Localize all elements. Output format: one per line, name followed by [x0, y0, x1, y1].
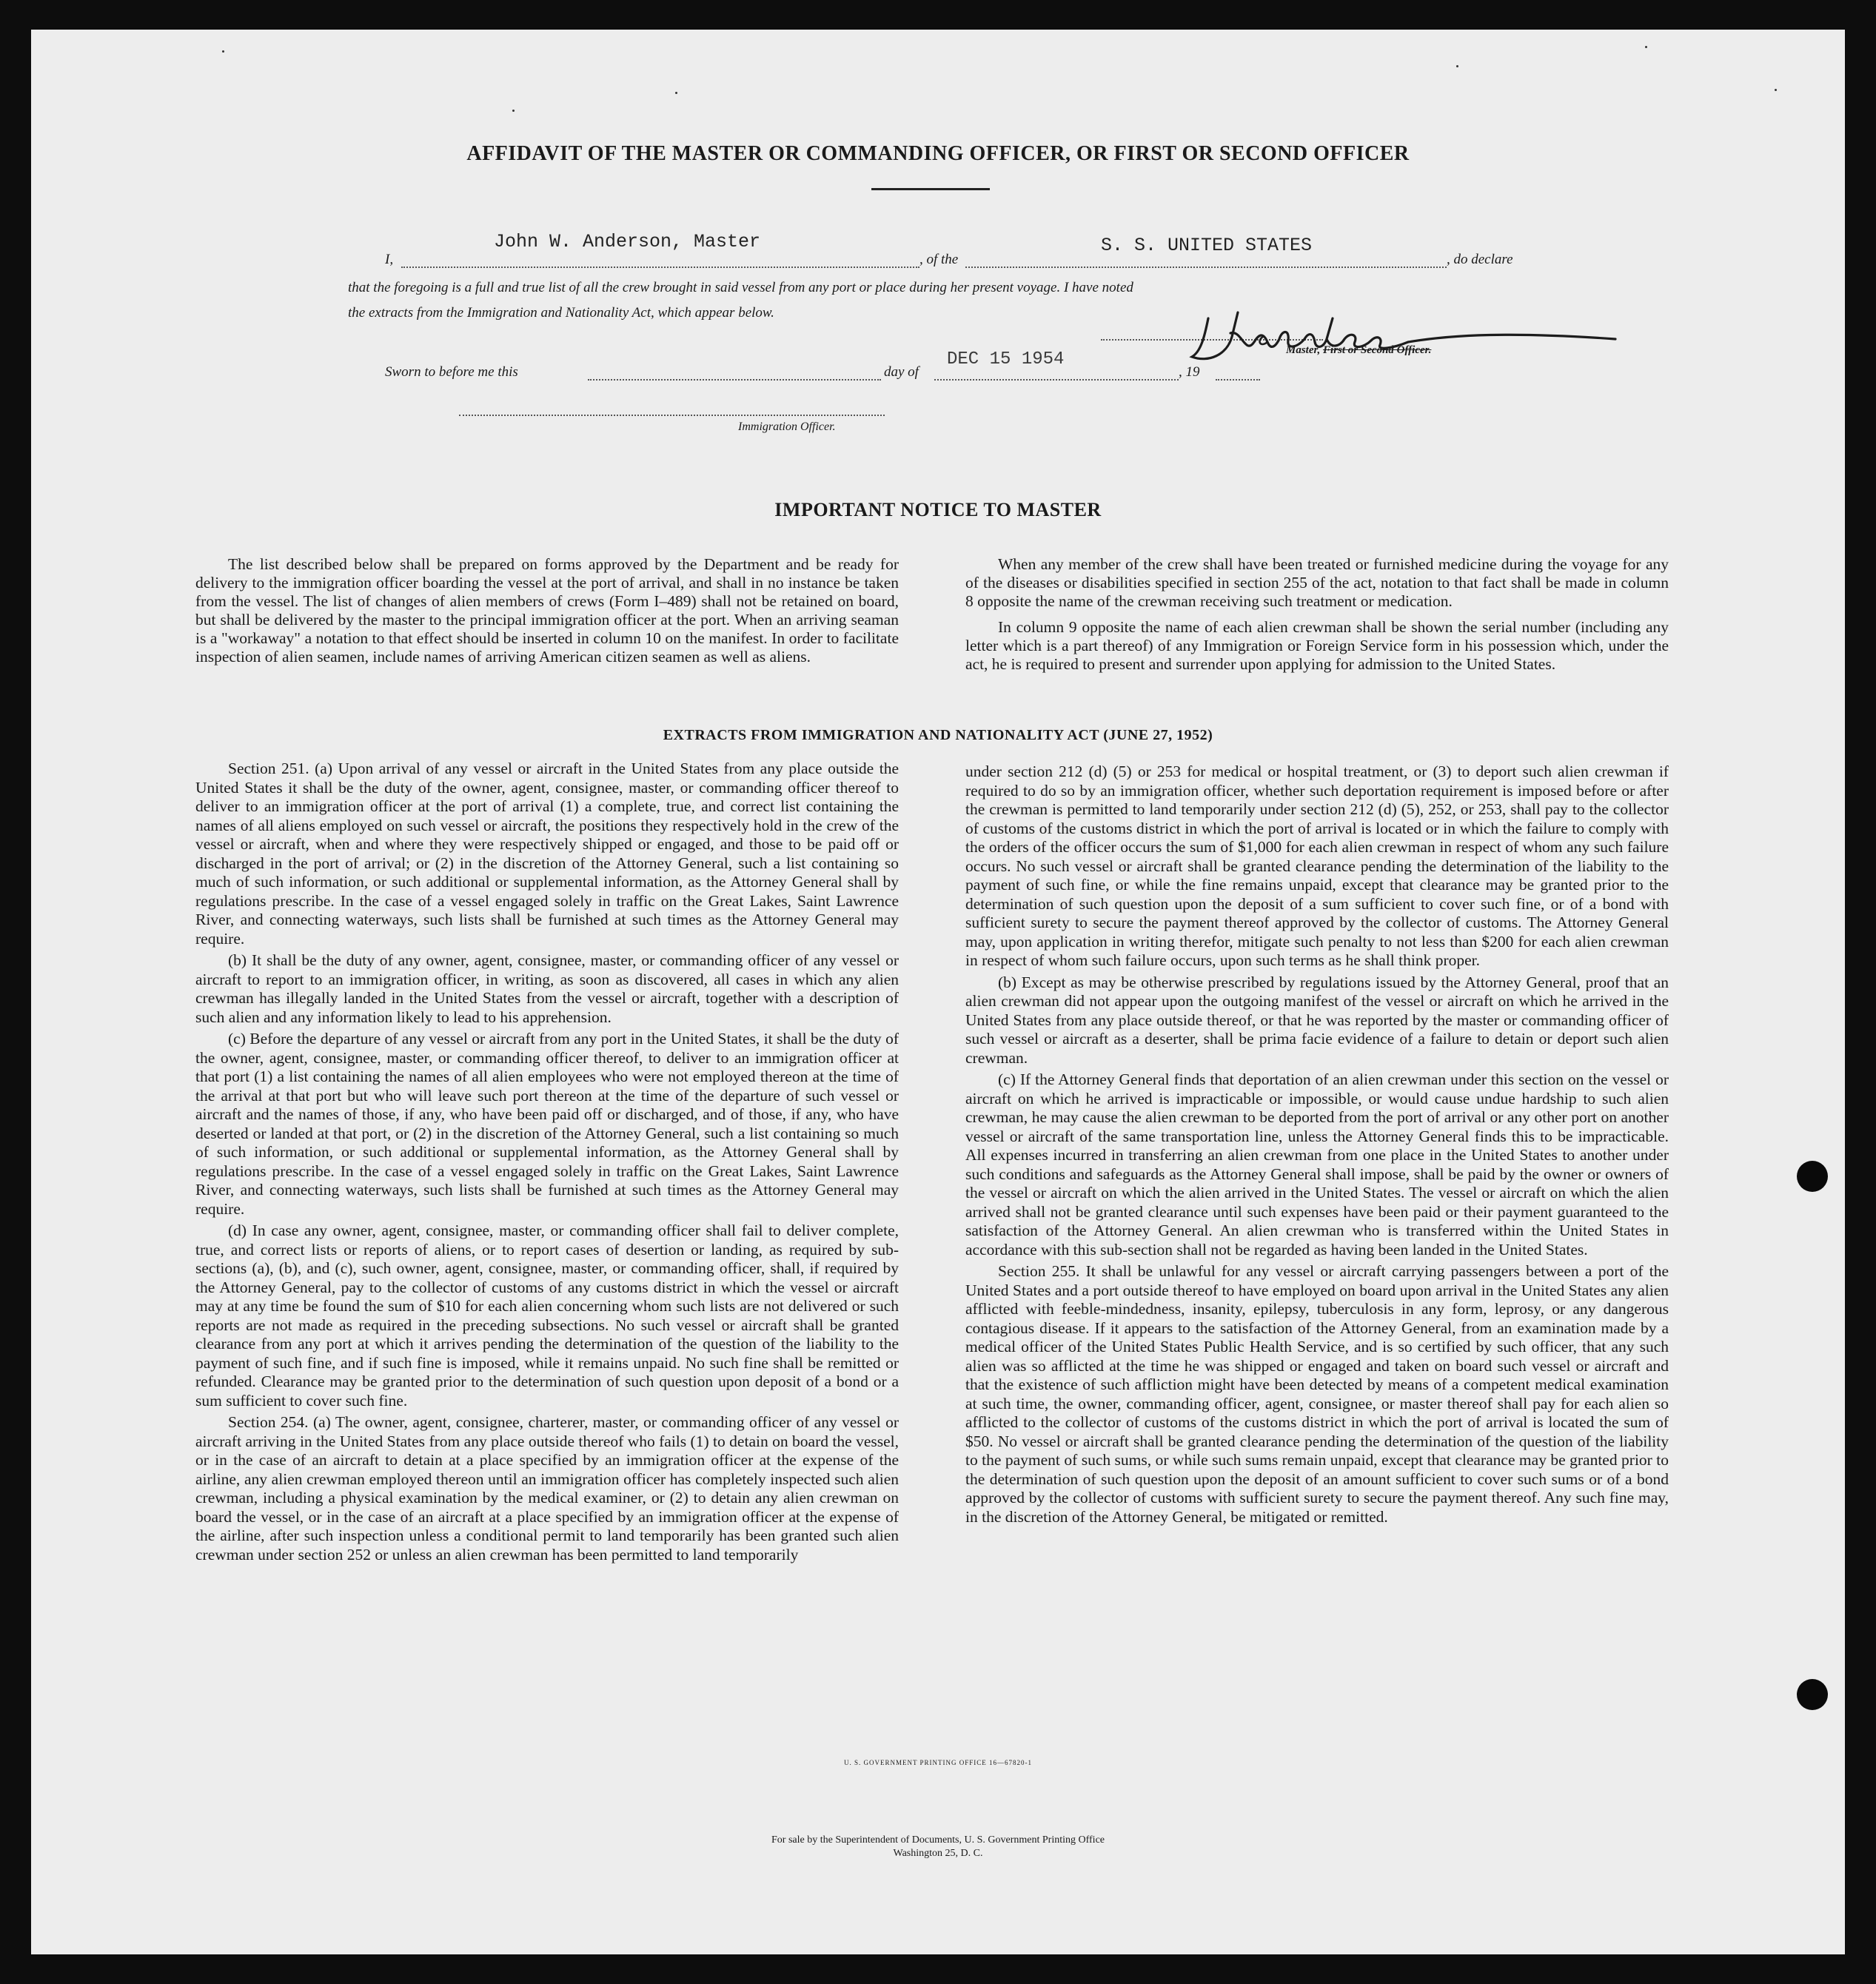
section-254-c: (c) If the Attorney General finds that deportation of an alien crewman under this section on the vessel or aircraft on which he arrived is impracticable or impossible, or would cause undue hardship to such alien crewman, he may cause the alien crewman to be deported from the port of arrival or any other port on another vessel or aircraft of the same transportation line, unless the Attorney General finds this to be impracticable. All expenses incurred in transferring an alien crewman from one place in the United States to another under such conditions and safeguards as the Attorney General shall impose, shall be paid by the owner or owners of the vessel or aircraft on which the alien arrived in the United States. The vessel or aircraft on which the alien arrived shall not be granted clearance until such expenses have been paid or their payment guaranteed to the satisfaction of the Attorney General. An alien crewman who is transferred within the United States in accordance with this sub-section shall not be regarded as having been landed in the United States.	[965, 1070, 1669, 1259]
extracts-title: EXTRACTS FROM IMMIGRATION AND NATIONALITY ACT (JUNE 27, 1952)	[663, 727, 1213, 743]
notice-paragraph: In column 9 opposite the name of each alien crewman shall be shown the serial number (including any letter which is a part thereof) of any Immigration or Foreign Service form in his possession which, under the act, he is required to present and surrender upon applying for admission to the United States.	[965, 618, 1669, 673]
i-label: I,	[385, 252, 394, 267]
extracts-left-column	[195, 760, 899, 1567]
section-254-b: (b) Except as may be otherwise prescribed by regulations issued by the Attorney General, proof that an alien crewman did not appear upon the outgoing manifest of the vessel or aircraft on which he arrived in the United States from any place outside thereof, or that he was reported by the master or commanding officer of such vessel or aircraft as a deserter, shall be prima facie evidence of a failure to detain or deport such alien crewman.	[965, 973, 1669, 1067]
officer-label: Immigration Officer.	[738, 420, 836, 433]
speck	[512, 110, 515, 112]
signature-icon	[1186, 296, 1630, 378]
name-line	[401, 267, 919, 268]
speck	[1645, 46, 1647, 48]
for-sale-notice	[31, 1834, 1845, 1860]
notice-paragraph: The list described below shall be prepared on forms approved by the Department and be ready for delivery to the immigration officer boarding the vessel at the port of arrival, and shall in no instance be taken from the vessel. The list of changes of alien members of crews (Form I–489) shall not be retained on board, but shall be delivered by the master to the principal immigration officer at the port. When an arriving seaman is a "workaway" a notation to that effect should be inserted in column 10 on the manifest. In order to facilitate inspection of alien seamen, include names of arriving American citizen seamen as well as aliens.	[195, 555, 899, 666]
speck	[675, 92, 677, 94]
vessel-line	[965, 267, 1447, 268]
date-stamp: DEC 15 1954	[947, 349, 1065, 369]
speck	[1775, 89, 1777, 91]
speck	[222, 50, 224, 53]
section-251-b: (b) It shall be the duty of any owner, agent, consignee, master, or commanding officer of any vessel or aircraft to report to an immigration officer, in writing, as soon as discovered, all cases in which any alien crewman has illegally landed in the United States from the vessel or aircraft, together with a description of such alien and any information likely to lead to his apprehension.	[195, 951, 899, 1026]
binder-hole	[1797, 1679, 1828, 1710]
section-254-a-continued: under section 212 (d) (5) or 253 for medical or hospital treatment, or (3) to deport such alien crewman if required to do so by an immigration officer, whether such deportation requirement is imposed before or after the crewman is permitted to land temporarily under section 212 (d) (5), 252, or 253, shall pay to the collector of customs of the customs district in which the port of arrival is located or in which the failure to comply with the orders of the officer occurs the sum of $1,000 for each alien crewman in respect of whom any such failure occurs. No such vessel or aircraft shall be granted clearance pending the determination of the liability to the payment of such fine, or while the fine remains unpaid, except that clearance may be granted prior to the determination of such question upon the deposit of a sum sufficient to cover such fine, or of a bond with sufficient surety to secure the payment thereof approved by the collector of customs. The Attorney General may, upon application in writing therefor, mitigate such penalty to not less than $200 for each alien crewman in respect of whom such failure occurs, upon such terms as he shall think proper.	[965, 763, 1669, 969]
section-255: Section 255. It shall be unlawful for any vessel or aircraft carrying passengers between a port of the United States and a port outside thereof to have employed on board upon arrival in the United States any alien afflicted with feeble-mindedness, insanity, epilepsy, tuberculosis in any form, leprosy, or any dangerous contagious disease. If it appears to the satisfaction of the Attorney General, from an examination made by a medical officer of the United States Public Health Service, and is so certified by such officer, that any such alien was so afflicted at the time he was shipped or engaged and taken on board such vessel or aircraft and that the existence of such affliction might have been detected by means of a competent medical examination at such time, the owner, commanding officer, agent, consignee, or master thereof shall pay for each alien so afflicted to the collector of customs of the customs district in which the port of arrival is located the sum of $50. No vessel or aircraft shall be granted clearance pending the determination of the question of the liability to the payment of such sums, or while such sums remain unpaid, except that clearance may be granted prior to the determination of such question upon the deposit of an amount sufficient to cover such sums or of a bond approved by the collector of customs with sufficient surety to secure the payment thereof. Any such fine may, in the discretion of the Attorney General, be mitigated or remitted.	[965, 1262, 1669, 1526]
declare-label: , do declare	[1447, 252, 1513, 267]
section-251-d: (d) In case any owner, agent, consignee, master, or commanding officer shall fail to deliver complete, true, and correct lists or reports of aliens, or to report cases of desertion or landing, as required by sub-sections (a), (b), and (c), such owner, agent, consignee, master, or commanding officer, shall, if required by the Attorney General, pay to the collector of customs of any customs district in which the vessel or aircraft may at any time be found the sum of $10 for each alien concerning whom such lists are not delivered or such reports are not made as required in the preceding subsections. No such vessel or aircraft shall be granted clearance from any port at which it arrives pending the determination of the question of the liability to the payment of such fine, and if such fine is imposed, while it remains unpaid. No such fine shall be remitted or refunded. Clearance may be granted prior to the determination of such question upon deposit of a bond or a sum sufficient to cover such fine.	[195, 1221, 899, 1410]
sworn-month-line	[934, 379, 1179, 381]
for-sale-line-1: For sale by the Superintendent of Documents, U. S. Government Printing Office	[771, 1834, 1105, 1846]
signer-role: Master, First or Second Officer.	[1286, 344, 1432, 356]
for-sale-line-2: Washington 25, D. C.	[893, 1848, 983, 1859]
binder-hole	[1797, 1161, 1828, 1192]
master-name-field[interactable]: John W. Anderson, Master	[494, 231, 761, 252]
speck	[1456, 65, 1458, 67]
year-label: , 19	[1179, 364, 1200, 380]
statement-line-1: that the foregoing is a full and true list of all the crew brought in said vessel from any port or place during her present voyage. I have noted	[348, 280, 1133, 295]
notice-title: IMPORTANT NOTICE TO MASTER	[774, 499, 1102, 520]
statement-line-2: the extracts from the Immigration and Nationality Act, which appear below.	[348, 305, 774, 321]
title-rule	[871, 188, 990, 190]
section-251-c: (c) Before the departure of any vessel or aircraft from any port in the United States, it shall be the duty of the owner, agent, consignee, master, or commanding officer thereof, to deliver to an immigration officer at that port (1) a list containing the names of all alien employees who were not employed thereon at the time of the arrival at that port but who will leave such port thereon at the time of the departure of such vessel or aircraft and the names of those, if any, who have been paid off or discharged, and of those, if any, who have deserted or landed at that port, or (2) in the discretion of the Attorney General, such a list containing so much of such information, or such additional or supplemental information, as the Attorney General shall by regulations prescribe. In the case of a vessel engaged solely in traffic on the Great Lakes, Saint Lawrence River, and connecting waterways, such lists shall be furnished at such times as the Attorney General may require.	[195, 1030, 899, 1218]
notice-left-column	[195, 555, 899, 674]
officer-signature-line	[459, 415, 885, 416]
sworn-day-line	[588, 379, 881, 381]
year-line	[1216, 379, 1260, 381]
sworn-label: Sworn to before me this	[385, 364, 518, 380]
notice-paragraph: When any member of the crew shall have been treated or furnished medicine during the voyage for any of the diseases or disabilities specified in section 255 of the act, notation to that fact shall be made in column 8 opposite the name of the crewman receiving such treatment or medication.	[965, 555, 1669, 610]
of-the-label: , of the	[919, 252, 959, 267]
section-251-a: Section 251. (a) Upon arrival of any vessel or aircraft in the United States from any place outside the United States it shall be the duty of the owner, agent, consignee, master, or commanding officer thereof to deliver to an immigration officer at the port of arrival (1) a complete, true, and correct list containing the names of all aliens employed on such vessel or aircraft, the positions they respectively hold in the crew of the vessel or aircraft, when and where they were respectively shipped or engaged, and those to be paid off or discharged in the port of arrival; or (2) in the discretion of the Attorney General, such a list containing so much of such information, or such additional or supplemental information, as the Attorney General shall by regulations prescribe. In the case of a vessel engaged solely in traffic on the Great Lakes, Saint Lawrence River, and connecting waterways, such lists shall be furnished at such times as the Attorney General may require.	[195, 760, 899, 948]
section-254-a: Section 254. (a) The owner, agent, consignee, charterer, master, or commanding officer of any vessel or aircraft arriving in the United States from any place outside thereof who fails (1) to detain on board the vessel, or in the case of an aircraft to detain at a place specified by an immigration officer at the expense of the airline, any alien crewman employed thereon until an immigration officer has completely inspected such alien crewman, including a physical examination by the medical examiner, or (2) to detain any alien crewman on board the vessel, or in the case of an aircraft at a place specified by an immigration officer at the expense of the airline, after such inspection unless a conditional permit to land temporarily has been granted such alien crewman under section 252 or unless an alien crewman has been permitted to land temporarily	[195, 1413, 899, 1564]
affidavit-title: AFFIDAVIT OF THE MASTER OR COMMANDING OFFICER, OR FIRST OR SECOND OFFICER	[466, 142, 1410, 165]
vessel-name-field[interactable]: S. S. UNITED STATES	[1101, 235, 1313, 256]
affidavit-form-page	[31, 30, 1845, 1954]
extracts-right-column	[965, 763, 1669, 1529]
notice-right-column	[965, 555, 1669, 681]
gpo-imprint: U. S. GOVERNMENT PRINTING OFFICE 16—67820-1	[843, 1759, 1033, 1766]
day-of-label: day of	[884, 364, 919, 380]
